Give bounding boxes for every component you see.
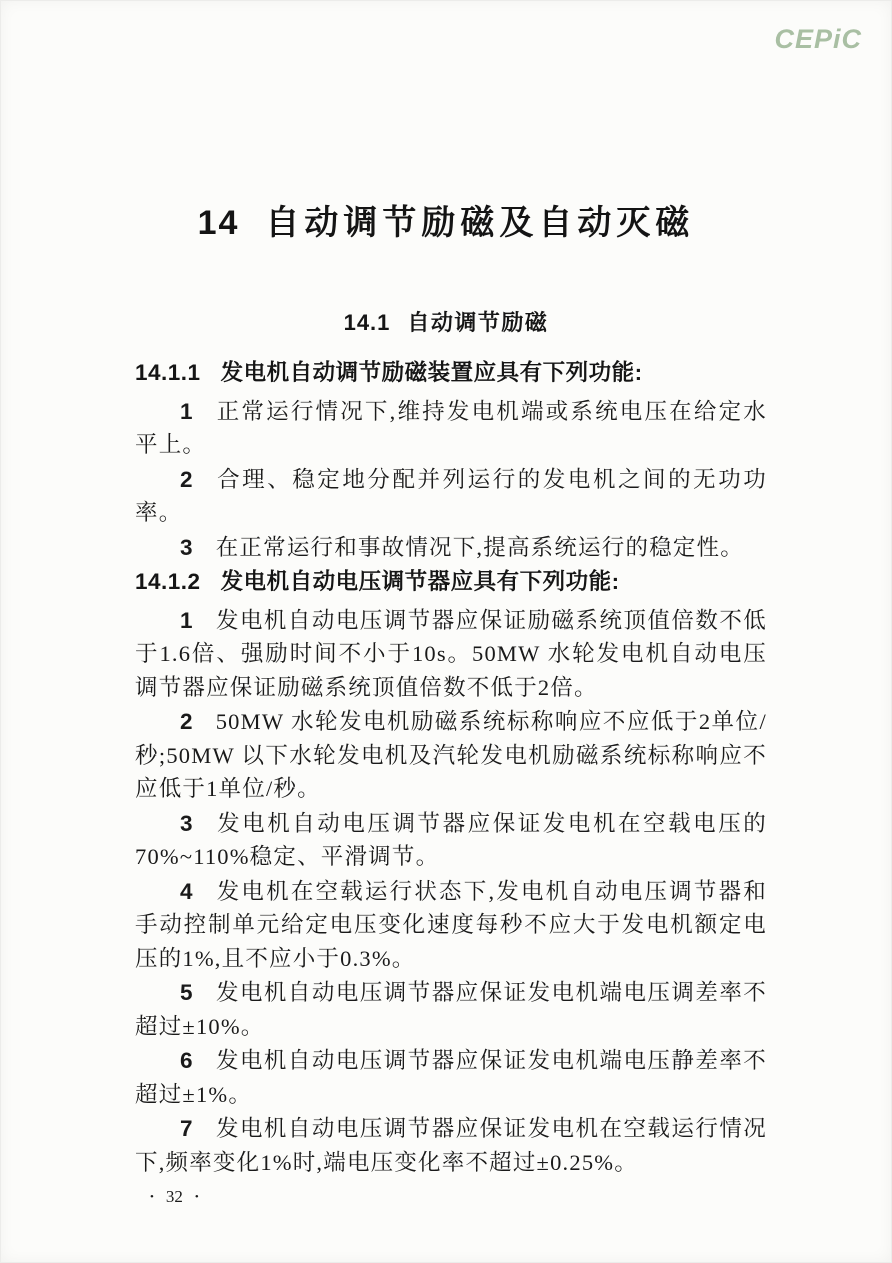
- clause-item: [135, 604, 767, 705]
- item-text: 发电机自动电压调节器应保证发电机在空载运行情况下,频率变化1%时,端电压变化率不超过±0.25%。: [135, 1116, 767, 1175]
- clause-heading-text: 发电机自动调节励磁装置应具有下列功能:: [220, 360, 643, 385]
- item-text: 在正常运行和事故情况下,提高系统运行的稳定性。: [215, 534, 744, 560]
- item-text: 50MW 水轮发电机励磁系统标称响应不应低于2单位/秒;50MW 以下水轮发电机及汽轮发电机励磁系统标称响应不应低于1单位/秒。: [135, 709, 767, 801]
- section-title-text: 自动调节励磁: [407, 310, 549, 335]
- clause-number: 14.1.1: [135, 360, 201, 385]
- footer-dot-right: •: [194, 1190, 199, 1203]
- clause-item: [135, 1112, 767, 1179]
- clause-item: [135, 463, 767, 530]
- clause-item: [135, 395, 767, 462]
- item-text: 发电机自动电压调节器应保证励磁系统顶值倍数不低于1.6倍、强励时间不小于10s。50MW 水轮发电机自动电压调节器应保证励磁系统顶值倍数不低于2倍。: [135, 607, 767, 700]
- item-number: 6: [180, 1048, 194, 1073]
- clause-heading: [135, 356, 767, 390]
- item-text: 发电机在空载运行状态下,发电机自动电压调节器和手动控制单元给定电压变化速度每秒不应大于发电机额定电压的1%,且不应小于0.3%。: [135, 878, 767, 971]
- clause-item: [135, 531, 767, 565]
- clause-item: [135, 705, 767, 806]
- clause-heading-text: 发电机自动电压调节器应具有下列功能:: [220, 569, 620, 594]
- item-number: 5: [180, 980, 194, 1005]
- item-text: 发电机自动电压调节器应保证发电机端电压调差率不超过±10%。: [135, 980, 767, 1039]
- page-footer: [150, 1187, 892, 1207]
- item-text: 发电机自动电压调节器应保证发电机端电压静差率不超过±1%。: [135, 1048, 767, 1107]
- item-number: 3: [180, 810, 194, 836]
- item-number: 2: [180, 709, 194, 734]
- clause-heading: [135, 565, 767, 599]
- body-text: [135, 356, 767, 1179]
- clause-item: [135, 976, 767, 1043]
- cepic-logo: CEPiC: [774, 24, 862, 54]
- section-number: 14.1: [343, 310, 391, 335]
- section-title: [0, 310, 892, 336]
- clause-item: [135, 1044, 767, 1111]
- item-number: 7: [180, 1116, 194, 1141]
- chapter-title: [0, 203, 892, 243]
- clause-item: [135, 875, 767, 976]
- clause-item: [135, 807, 767, 874]
- item-number: 3: [180, 534, 194, 560]
- item-number: 1: [180, 607, 194, 633]
- clause-number: 14.1.2: [135, 569, 201, 594]
- page-number: 32: [165, 1187, 183, 1206]
- item-text: 正常运行情况下,维持发电机端或系统电压在给定水平上。: [135, 398, 767, 457]
- item-number: 2: [180, 466, 194, 492]
- footer-dot-left: •: [150, 1190, 154, 1203]
- item-number: 1: [180, 398, 194, 424]
- item-text: 发电机自动电压调节器应保证发电机在空载电压的70%~110%稳定、平滑调节。: [135, 810, 767, 869]
- item-text: 合理、稳定地分配并列运行的发电机之间的无功功率。: [135, 466, 767, 525]
- item-number: 4: [180, 878, 194, 904]
- chapter-title-text: 自动调节励磁及自动灭磁: [265, 204, 695, 242]
- chapter-number: 14: [197, 204, 240, 242]
